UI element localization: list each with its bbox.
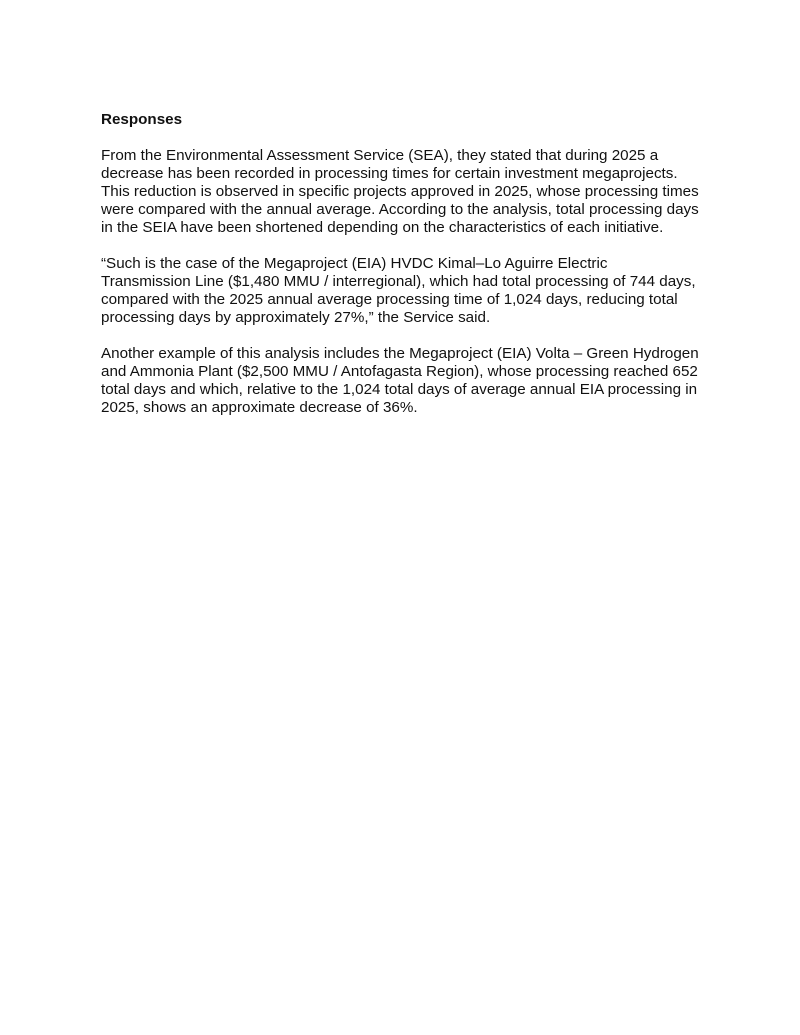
section-heading: Responses <box>101 111 183 128</box>
paragraph-volta-example: Another example of this analysis includes the Megaproject (EIA) Volta – Green Hydrogen and Ammonia Plant ($2,500 MMU / Antofagasta Region), whose processing reached 652 total days and which, relative to the 1,024 total days of average annual EIA processing in 2025, shows an approximate decrease of 36%. <box>101 345 699 416</box>
paragraph-kimal-quote: “Such is the case of the Megaproject (EIA) HVDC Kimal–Lo Aguirre Electric Transmission Line ($1,480 MMU / interregional), which had total processing of 744 days, compared with the 2025 annual average processing time of 1,024 days, reducing total processing days by approximately 27%,” the Service said. <box>101 255 696 326</box>
paragraph-sea-statement: From the Environmental Assessment Service (SEA), they stated that during 2025 a decrease has been recorded in processing times for certain investment megaprojects. This reduction is observed in specific projects approved in 2025, whose processing times were compared with the annual average. According to the analysis, total processing days in the SEIA have been shortened depending on the characteristics of each initiative. <box>101 147 699 236</box>
document-page <box>101 111 701 435</box>
